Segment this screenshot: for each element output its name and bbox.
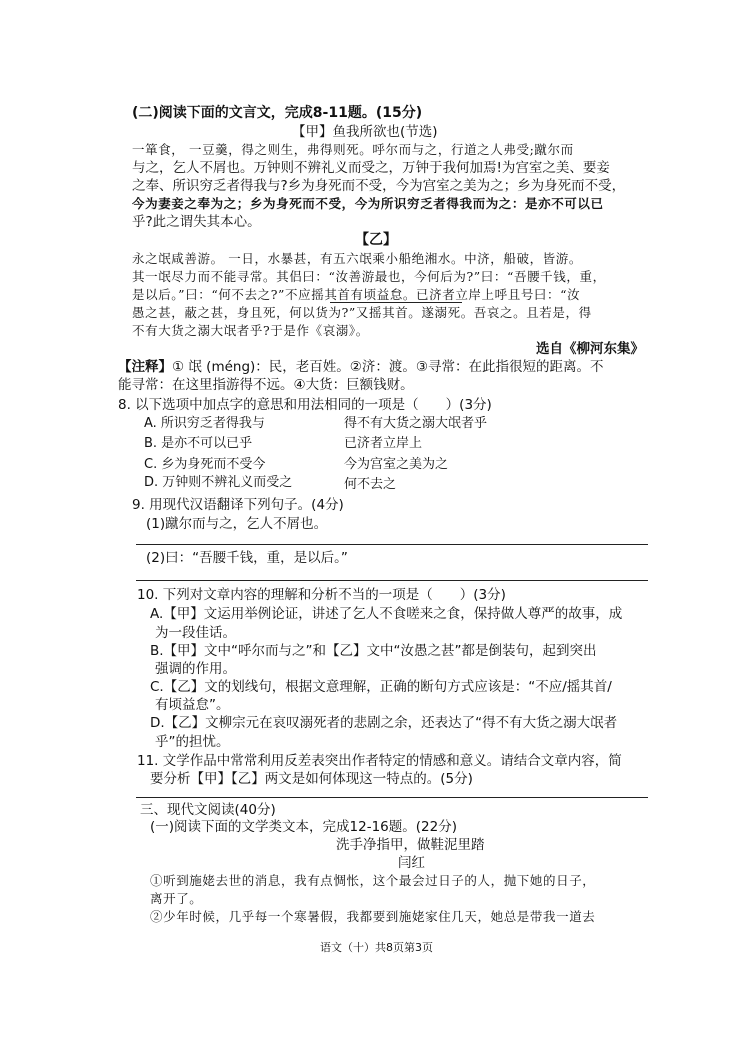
q8-option-d-left: D. 万钟则不辨礼义而受之 bbox=[144, 475, 293, 490]
passage-yi-line: 其一氓尽力而不能寻常。其侣曰：“汝善游最也，今何后为?”曰：“吾腰千钱，重， bbox=[132, 269, 606, 284]
passage-jia-line: 与之，乞人不屑也。万钟则不辨礼义而受之，万钟于我何加焉!为宫室之美、要妾 bbox=[132, 160, 610, 176]
passage-jia-line: 一箪食， 一豆羹，得之则生，弗得则死。呼尔而与之，行道之人弗受;蹴尔而 bbox=[132, 142, 574, 157]
underlined-sentence-marker bbox=[330, 302, 462, 303]
q10-option-line: B.【甲】文中“呼尔而与之”和【乙】文中“汝愚之甚”都是倒装句，起到突出 bbox=[150, 643, 597, 659]
answer-line[interactable] bbox=[136, 544, 648, 545]
section-3-subheading: (一)阅读下面的文学类文本，完成12-16题。(22分) bbox=[150, 819, 457, 835]
notes-line: 能寻常：在这里指游得不远。④大货：巨额钱财。 bbox=[118, 377, 414, 393]
question-8-stem: 8. 以下选项中加点字的意思和用法相同的一项是（ ）(3分) bbox=[118, 397, 492, 413]
q10-option-line: 有顷益怠”。 bbox=[155, 697, 230, 713]
notes-text: ① 氓 (méng)：民，老百姓。②济：渡。③寻常：在此指很短的距离。不 bbox=[172, 359, 604, 375]
article-paragraph-line: ②少年时候，几乎每一个寒暑假，我都要到施姥家住几天，她总是带我一道去 bbox=[150, 909, 596, 924]
question-10-stem: 10. 下列对文章内容的理解和分析不当的一项是（ ）(3分) bbox=[137, 587, 506, 603]
question-9-stem: 9. 用现代汉语翻译下列句子。(4分) bbox=[132, 497, 344, 513]
question-11-line: 11. 文学作品中常常利用反差表突出作者特定的情感和意义。请结合文章内容，简 bbox=[137, 753, 622, 769]
page-footer: 语文（十）共8页第3页 bbox=[320, 941, 433, 954]
question-11-line: 要分析【甲】【乙】两文是如何体现这一特点的。(5分) bbox=[150, 771, 473, 787]
answer-line[interactable] bbox=[136, 580, 648, 581]
section-3-heading: 三、现代文阅读(40分) bbox=[140, 802, 276, 818]
answer-line[interactable] bbox=[136, 797, 648, 798]
passage-yi-title: 【乙】 bbox=[355, 232, 397, 248]
q9-sentence-2: (2)曰：“吾腰千钱，重，是以后。” bbox=[146, 550, 348, 566]
q10-option-line: 乎”的担忧。 bbox=[155, 734, 230, 750]
passage-yi-line: 永之氓咸善游。 一日，水暴甚，有五六氓乘小船绝湘水。中济，船破，皆游。 bbox=[132, 251, 582, 266]
passage-jia-title: 【甲】鱼我所欲也(节选) bbox=[292, 124, 438, 140]
q10-option-line: 强调的作用。 bbox=[155, 661, 236, 677]
article-author: 闫红 bbox=[398, 855, 425, 871]
passage-jia-line: 今为妻妾之奉为之；乡为身死而不受，今为所识穷乏者得我而为之：是亦不可以已 bbox=[132, 196, 604, 211]
notes bbox=[118, 358, 604, 376]
q8-option-a-left: A. 所识穷乏者得我与 bbox=[144, 416, 265, 431]
q8-option-b-left: B. 是亦不可以已乎 bbox=[144, 436, 253, 451]
article-paragraph-line: 离开了。 bbox=[150, 891, 203, 906]
passage-jia-line: 之奉、所识穷乏者得我与?乡为身死而不受，今为宫室之美为之；乡为身死而不受， bbox=[132, 178, 626, 194]
q10-option-line: D.【乙】文柳宗元在哀叹溺死者的悲剧之余，还表达了“得不有大货之溺大氓者 bbox=[150, 715, 618, 731]
section-heading: (二)阅读下面的文言文，完成8-11题。(15分) bbox=[132, 105, 423, 121]
q8-option-b-right: 已济者立岸上 bbox=[344, 436, 423, 451]
passage-jia-line: 乎?此之谓失其本心。 bbox=[132, 214, 261, 230]
passage-yi-line: 是以后。”曰：“何不去之?”不应摇其首有顷益怠。已济者立岸上呼且号曰：“汝 bbox=[132, 287, 581, 302]
passage-source: 选自《柳河东集》 bbox=[536, 341, 644, 357]
q10-option-line: A.【甲】文运用举例论证，讲述了乞人不食嗟来之食，保持做人尊严的故事，成 bbox=[150, 606, 623, 622]
q9-sentence-1: (1)蹴尔而与之，乞人不屑也。 bbox=[146, 516, 328, 532]
passage-yi-line: 不有大货之溺大氓者乎?于是作《哀溺》。 bbox=[132, 323, 369, 338]
passage-yi-line: 愚之甚，蔽之甚，身且死，何以货为?”又摇其首。遂溺死。吾哀之。且若是，得 bbox=[132, 305, 592, 320]
q10-option-line: C.【乙】文的划线句，根据文意理解，正确的断句方式应该是：“不应/摇其首/ bbox=[150, 679, 612, 695]
q8-option-d-right: 何不去之 bbox=[344, 477, 397, 492]
q8-option-c-right: 今为宫室之美为之 bbox=[344, 457, 449, 472]
q8-option-c-left: C. 乡为身死而不受今 bbox=[144, 457, 266, 472]
q8-option-a-right: 得不有大货之溺大氓者乎 bbox=[344, 416, 488, 431]
q10-option-line: 为一段佳话。 bbox=[155, 625, 236, 641]
article-title: 洗手净指甲，做鞋泥里踏 bbox=[336, 837, 485, 853]
article-paragraph-line: ①听到施姥去世的消息，我有点惆怅，这个最会过日子的人，抛下她的日子， bbox=[150, 873, 596, 888]
notes-label: 【注释】 bbox=[118, 359, 172, 375]
